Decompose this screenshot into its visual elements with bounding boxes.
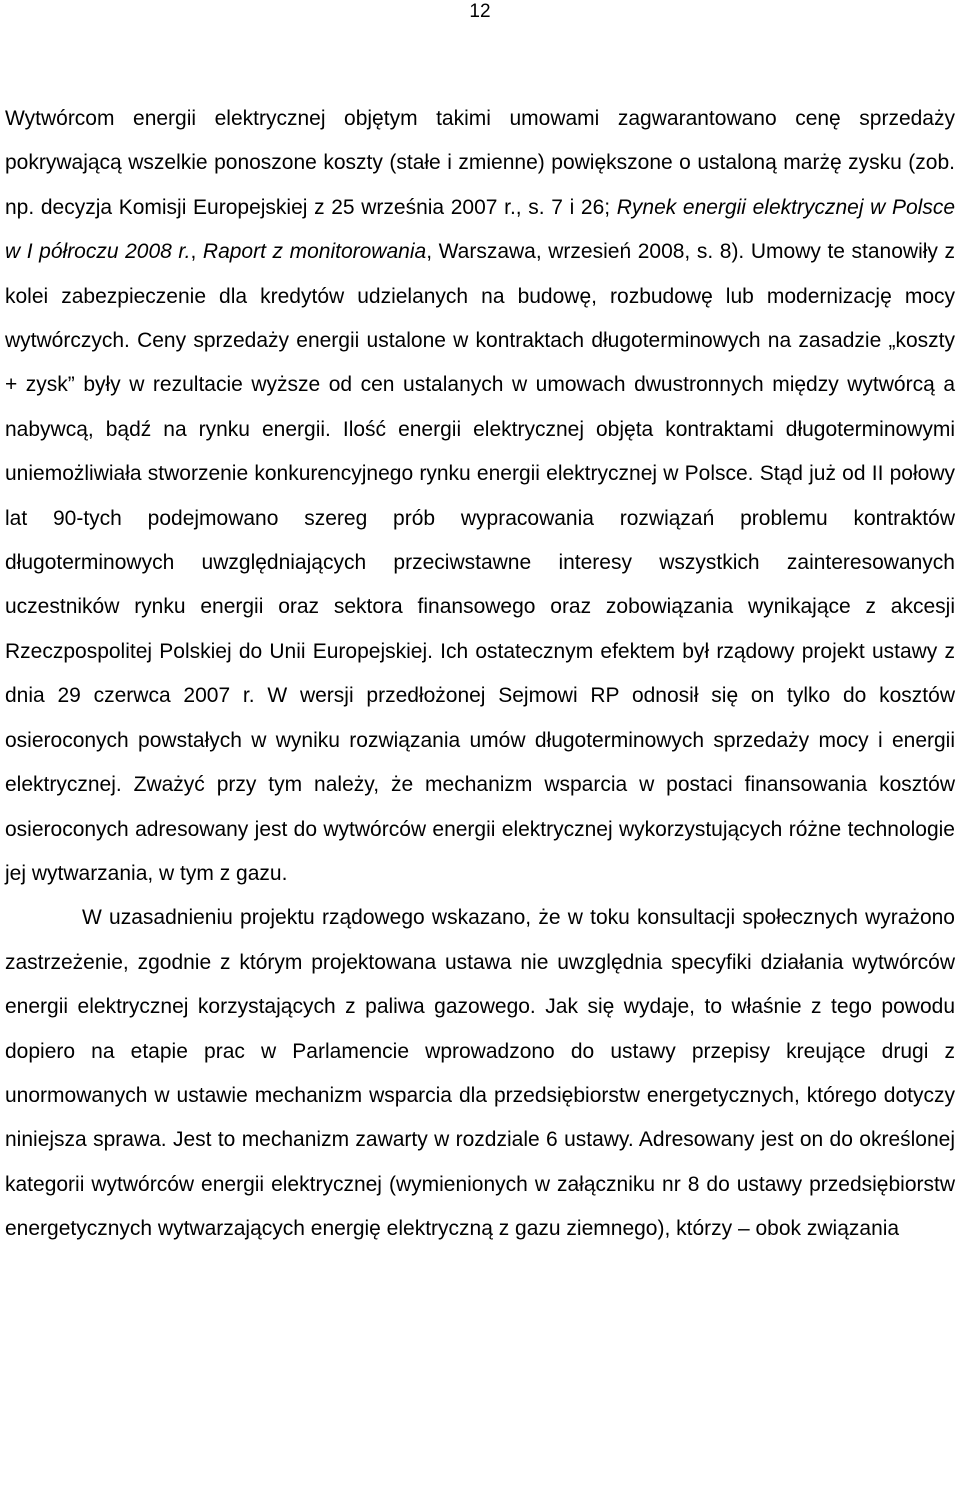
paragraph-1: [5, 97, 955, 896]
cited-title: Rynek energii elektrycznej w Polsce w I półroczu 2008 r.: [5, 195, 955, 264]
paragraph-text: , Warszawa, wrzesień 2008, s. 8). Umowy te stanowiły z kolei zabezpieczenie dla kredytów udzielanych na budowę, rozbudowę lub modernizację mocy wytwórczych. Ceny sprzedaży energii ustalone w kontraktach długoterminowych na zasadzie „koszty + zysk” były w rezultacie wyższe od cen ustalanych w umowach dwustronnych między wytwórcą a nabywcą, bądź na rynku energii. Ilość energii elektrycznej objęta kontraktami długoterminowymi uniemożliwiała stworzenie konkurencyjnego rynku energii elektrycznej w Polsce. Stąd już od II połowy lat 90-tych podejmowano szereg prób wypracowania rozwiązań problemu kontraktów długoterminowych uwzględniających przeciwstawne interesy wszystkich zainteresowanych uczestników rynku energii oraz sektora finansowego oraz zobowiązania wynikające z akcesji Rzeczpospolitej Polskiej do Unii Europejskiej. Ich ostatecznym efektem był rządowy projekt ustawy z dnia 29 czerwca 2007 r. W wersji przedłożonej Sejmowi RP odnosił się on tylko do kosztów osieroconych powstałych w wyniku rozwiązania umów długoterminowych sprzedaży mocy i energii elektrycznej. Zważyć przy tym należy, że mechanizm wsparcia w postaci finansowania kosztów osieroconych adresowany jest do wytwórców energii elektrycznej wykorzystujących różne technologie jej wytwarzania, w tym z gazu.: [5, 240, 955, 885]
paragraph-text: W uzasadnieniu projektu rządowego wskazano, że w toku konsultacji społecznych wyrażono zastrzeżenie, zgodnie z którym projektowana ustawa nie uwzględnia specyfiki działania wytwórców energii elektrycznej korzystających z paliwa gazowego. Jak się wydaje, to właśnie z tego powodu dopiero na etapie prac w Parlamencie wprowadzono do ustawy przepisy kreujące drugi z unormowanych w ustawie mechanizm wsparcia dla przedsiębiorstw energetycznych, którego dotyczy niniejsza sprawa. Jest to mechanizm zawarty w rozdziale 6 ustawy. Adresowany jest on do określonej kategorii wytwórców energii elektrycznej (wymienionych w załączniku nr 8 do ustawy przedsiębiorstw energetycznych wytwarzających energię elektryczną z gazu ziemnego), którzy – obok związania: [5, 906, 955, 1241]
paragraph-2: [5, 896, 955, 1251]
paragraph-text: ,: [190, 240, 203, 264]
document-body: [5, 97, 955, 1252]
cited-title: Raport z monitorowania: [202, 240, 427, 264]
paragraph-text: Wytwórcom energii elektrycznej objętym takimi umowami zagwarantowano cenę sprzedaży pokrywającą wszelkie ponoszone koszty (stałe i zmienne) powiększone o ustaloną marżę zysku (zob. np. decyzja Komisji Europejskiej z 25 września 2007 r., s. 7 i 26;: [5, 107, 955, 219]
page-number: 12: [469, 1, 491, 22]
